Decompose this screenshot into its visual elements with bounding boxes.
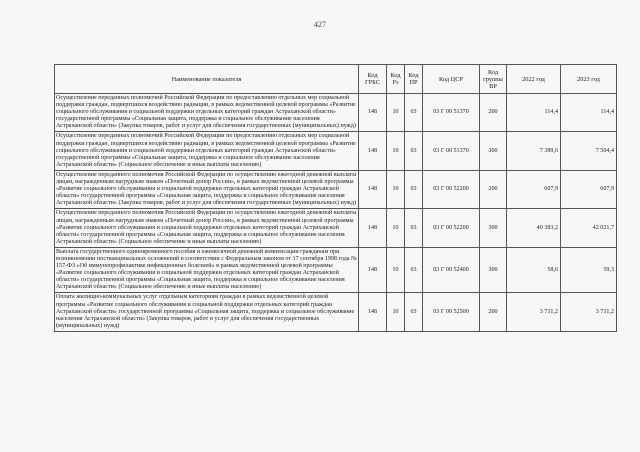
row-vr: 300: [480, 209, 507, 247]
row-rz: 10: [387, 94, 405, 132]
row-2022: 3 731,2: [507, 293, 561, 331]
row-rz: 10: [387, 209, 405, 247]
row-rz: 10: [387, 247, 405, 293]
row-name: Осуществление переданных полномочий Российской Федерации по предоставлению отдельных мер социальной поддержки граждан, подвергшихся воздействию радиации, в рамках ведомственной целевой программы «Развитие социального обслуживания и социальной поддержки отдельных категорий граждан Астраханской области» государственной программы «Социальная защита, поддержка и социальное обслуживание населения Астраханской области» (Закупка товаров, работ и услуг для обеспечения государственных (муниципальных) нужд): [55, 94, 359, 132]
budget-table: [54, 64, 617, 332]
header-vr: Код группы ВР: [480, 65, 507, 94]
row-name: Осуществление переданного полномочия Российской Федерации по осуществлению ежегодной денежной выплаты лицам, награжденным нагрудным знаком «Почетный донор России», в рамках ведомственной целевой программы «Развитие социального обслуживания и социальной поддержки отдельных категорий граждан Астраханской области» государственной программы «Социальная защита, поддержка и социальное обслуживание населения Астраханской области» (Социальное обеспечение и иные выплаты населению): [55, 209, 359, 247]
row-2022: 40 383,2: [507, 209, 561, 247]
row-vr: 200: [480, 293, 507, 331]
row-vr: 300: [480, 247, 507, 293]
row-2022: 58,6: [507, 247, 561, 293]
table-row: [55, 170, 617, 208]
row-2023: 114,4: [561, 94, 617, 132]
row-2023: 3 731,2: [561, 293, 617, 331]
row-pr: 03: [405, 132, 423, 170]
row-2022: 7 389,6: [507, 132, 561, 170]
row-csr: 03 Г 00 52200: [423, 170, 480, 208]
table-row: [55, 94, 617, 132]
row-rz: 10: [387, 170, 405, 208]
row-vr: 200: [480, 94, 507, 132]
row-grbs: 148: [359, 209, 387, 247]
row-pr: 03: [405, 94, 423, 132]
table-header-row: [55, 65, 617, 94]
row-pr: 03: [405, 293, 423, 331]
row-grbs: 148: [359, 170, 387, 208]
header-pr: Код ПР: [405, 65, 423, 94]
row-2022: 607,9: [507, 170, 561, 208]
row-rz: 10: [387, 293, 405, 331]
table-row: [55, 293, 617, 331]
row-name: Осуществление переданных полномочий Российской Федерации по предоставлению отдельных мер социальной поддержки граждан, подвергшихся воздействию радиации, в рамках ведомственной целевой программы «Развитие социального обслуживания и социальной поддержки отдельных категорий граждан Астраханской области» государственной программы «Социальная защита, поддержка и социальное обслуживание населения Астраханской области» (Социальное обеспечение и иные выплаты населению): [55, 132, 359, 170]
row-2023: 42 021,7: [561, 209, 617, 247]
row-csr: 03 Г 00 52400: [423, 247, 480, 293]
header-2023: 2023 год: [561, 65, 617, 94]
row-2023: 59,3: [561, 247, 617, 293]
header-name: Наименование показателя: [55, 65, 359, 94]
row-grbs: 148: [359, 94, 387, 132]
table-row: [55, 247, 617, 293]
row-csr: 03 Г 00 51370: [423, 94, 480, 132]
table-row: [55, 209, 617, 247]
row-pr: 03: [405, 170, 423, 208]
row-2022: 114,4: [507, 94, 561, 132]
row-pr: 03: [405, 247, 423, 293]
row-csr: 03 Г 00 52500: [423, 293, 480, 331]
row-csr: 03 Г 00 52200: [423, 209, 480, 247]
row-name: Оплата жилищно-коммунальных услуг отдельным категориям граждан в рамках ведомственной целевой программы «Развитие социального обслуживания и социальной поддержки отдельных категорий граждан Астраханской области» государственной программы «Социальная защита, поддержка и социальное обслуживание населения Астраханской области» (Закупка товаров, работ и услуг для обеспечения государственных (муниципальных) нужд): [55, 293, 359, 331]
header-csr: Код ЦСР: [423, 65, 480, 94]
row-grbs: 148: [359, 293, 387, 331]
row-grbs: 148: [359, 132, 387, 170]
page-number: 427: [314, 20, 326, 29]
table-row: [55, 132, 617, 170]
row-rz: 10: [387, 132, 405, 170]
row-name: Осуществление переданного полномочия Российской Федерации по осуществлению ежегодной денежной выплаты лицам, награжденным нагрудным знаком «Почетный донор России», в рамках ведомственной целевой программы «Развитие социального обслуживания и социальной поддержки отдельных категорий граждан Астраханской области» государственной программы «Социальная защита, поддержка и социальное обслуживание населения Астраханской области» (Закупка товаров, работ и услуг для обеспечения государственных (муниципальных) нужд): [55, 170, 359, 208]
row-name: Выплата государственного единовременного пособия и ежемесячной денежной компенсации гражданам при возникновении поствакцинальных осложнений в соответствии с Федеральным законом от 17 сентября 1998 года № 157-ФЗ «Об иммунопрофилактике инфекционных болезней» в рамках ведомственной целевой программы «Развитие социального обслуживания и социальной поддержки отдельных категорий граждан Астраханской области» государственной программы «Социальная защита, поддержка и социальное обслуживание населения Астраханской области» (Социальное обеспечение и иные выплаты населению): [55, 247, 359, 293]
header-grbs: Код ГРБС: [359, 65, 387, 94]
row-csr: 03 Г 00 51370: [423, 132, 480, 170]
row-2023: 607,9: [561, 170, 617, 208]
header-2022: 2022 год: [507, 65, 561, 94]
row-vr: 300: [480, 132, 507, 170]
row-2023: 7 504,4: [561, 132, 617, 170]
header-rz: Код Рз: [387, 65, 405, 94]
row-pr: 03: [405, 209, 423, 247]
row-grbs: 148: [359, 247, 387, 293]
row-vr: 200: [480, 170, 507, 208]
